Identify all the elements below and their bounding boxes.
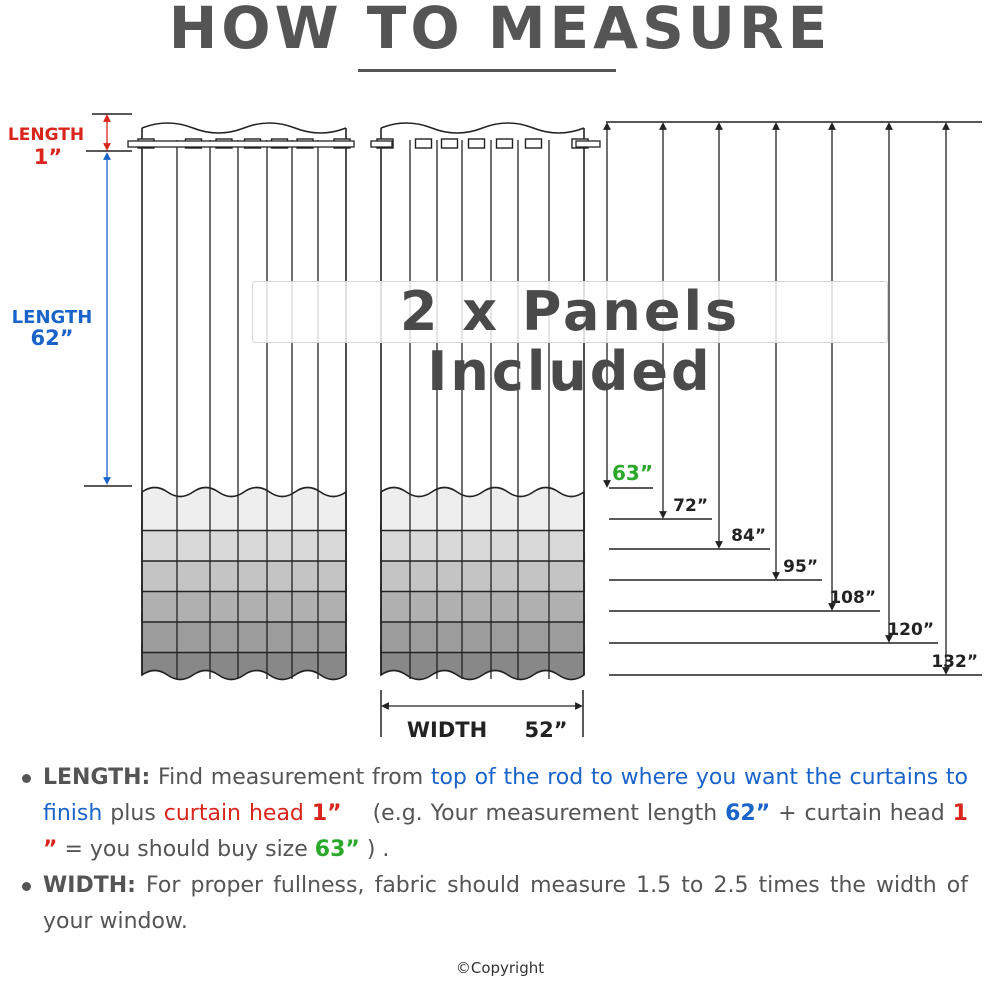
size-label: 84” [731,526,766,546]
note-head-size-2: 1 ” [43,801,968,862]
note-text: ) . [359,837,390,862]
note-text: (e.g. Your measurement length [341,801,726,826]
head-length-value: 1” [33,145,63,169]
note-text: + curtain head [770,801,953,826]
curtain-rod [371,141,392,147]
grommet-icon [469,139,485,148]
note-length [18,760,968,868]
size-label: 120” [887,620,934,640]
note-highlight-rod: top of the rod to where you want the curtains to finish [43,765,968,826]
grommet-icon [416,139,432,148]
head-length-label: LENGTH [7,125,85,145]
note-buy-size: 63” [314,837,360,862]
note-width [18,868,968,940]
panels-included-text: 2 x Panels Included [399,280,741,403]
curtain-panel-left [138,123,350,680]
note-text: Find measurement from [150,765,431,790]
page-title: HOW TO MEASURE [168,0,832,62]
length-measure-lines [84,114,132,486]
size-label: 95” [783,557,818,577]
grommet-icon [526,139,542,148]
note-width-text: For proper fullness, fabric should measure 1.5 to 2.5 times the width of your window. [43,873,968,934]
bullet-icon [22,882,31,891]
grommet-icon [497,139,513,148]
width-label: WIDTH [406,718,488,742]
note-text: plus [102,801,164,826]
grommet-icon [442,139,458,148]
size-label: 63” [612,461,653,485]
bullet-icon [22,774,31,783]
size-label: 132” [931,652,978,672]
note-width-head: WIDTH: [43,873,136,898]
size-label: 108” [829,588,876,608]
copyright-text: ©Copyright [455,959,545,977]
size-labels [612,461,978,672]
note-text: = you should buy size [57,837,315,862]
length-value: 62” [30,326,74,350]
width-value: 52” [524,718,568,742]
note-highlight-head: curtain head [163,801,312,826]
note-length-size: 62” [725,801,771,826]
note-head-size: 1” [311,801,342,826]
length-label: LENGTH [11,307,93,328]
measure-notes [18,760,968,940]
size-label: 72” [673,496,708,516]
panels-included-banner [252,280,888,403]
curtain-rod [576,141,600,147]
note-length-head: LENGTH: [43,765,151,790]
curtain-rod [128,141,354,147]
